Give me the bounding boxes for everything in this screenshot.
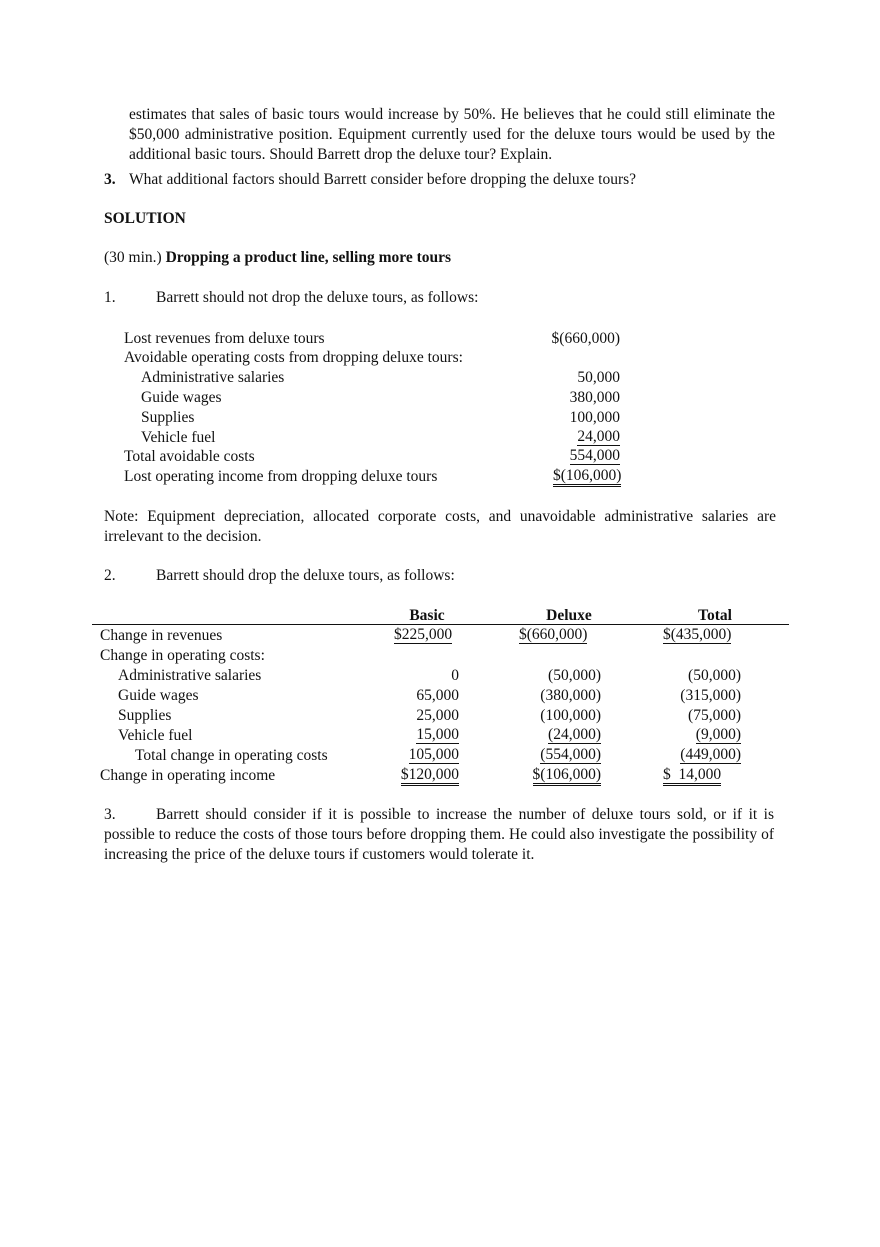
part3-paragraph bbox=[104, 805, 774, 865]
p2-deluxe: (50,000) bbox=[548, 667, 601, 684]
p2-row-label: Change in operating income bbox=[100, 767, 276, 784]
p1-row-value: $(660,000) bbox=[551, 330, 620, 347]
p2-deluxe: (100,000) bbox=[540, 707, 601, 724]
p1-row-value: $(106,000) bbox=[553, 467, 621, 485]
p2-basic: $225,000 bbox=[394, 626, 453, 643]
p2-row-label: Administrative salaries bbox=[118, 667, 262, 684]
table-rule bbox=[92, 624, 789, 625]
p2-row-label: Change in operating costs: bbox=[100, 647, 265, 664]
p1-row-value: 100,000 bbox=[569, 409, 620, 426]
topic-title: Dropping a product line, selling more tours bbox=[165, 249, 452, 266]
p1-row-label: Administrative salaries bbox=[141, 369, 285, 386]
p2-basic: 105,000 bbox=[408, 746, 459, 763]
p2-basic: 0 bbox=[451, 667, 459, 684]
p1-row-value: 380,000 bbox=[569, 389, 620, 406]
p2-basic: 65,000 bbox=[416, 687, 459, 704]
p2-deluxe: $(106,000) bbox=[500, 766, 601, 784]
p2-row-label: Change in revenues bbox=[100, 627, 223, 644]
p1-row-label: Supplies bbox=[141, 409, 195, 426]
part2-intro: Barrett should drop the deluxe tours, as follows: bbox=[156, 567, 455, 584]
p1-row-label: Total avoidable costs bbox=[124, 448, 255, 465]
part3-text: Barrett should consider if it is possible to increase the number of deluxe tours sold, or if it is possible to reduce the costs of those tours before dropping them. He could also investigate the possibility of increasing the price of the deluxe tours if customers would tolerate it. bbox=[104, 806, 774, 863]
p1-row-label: Guide wages bbox=[141, 389, 222, 406]
part3-number: 3. bbox=[104, 806, 116, 823]
p2-total: (449,000) bbox=[680, 746, 741, 763]
question-3-number: 3. bbox=[104, 171, 116, 188]
question-continuation: estimates that sales of basic tours would increase by 50%. He believes that he could still eliminate the $50,000 administrative position. Equipment currently used for the deluxe tours would be used by the additional basic tours. Should Barrett drop the deluxe tour? Explain. bbox=[129, 106, 775, 163]
topic-line bbox=[104, 248, 451, 267]
p1-row-label: Lost revenues from deluxe tours bbox=[124, 330, 325, 347]
p2-total: (315,000) bbox=[680, 687, 741, 704]
p2-row-label: Guide wages bbox=[118, 687, 199, 704]
p2-basic: $120,000 bbox=[380, 766, 459, 784]
solution-heading: SOLUTION bbox=[104, 210, 186, 227]
p2-row-label: Supplies bbox=[118, 707, 172, 724]
col-header-basic: Basic bbox=[409, 607, 445, 624]
part1-number: 1. bbox=[104, 289, 116, 306]
p2-deluxe: (554,000) bbox=[540, 746, 601, 763]
col-header-total: Total bbox=[698, 607, 732, 624]
p1-row-label: Lost operating income from dropping deluxe tours bbox=[124, 468, 438, 485]
note-paragraph: Note: Equipment depreciation, allocated corporate costs, and unavoidable administrative salaries are irrelevant to the decision. bbox=[104, 508, 776, 545]
p2-total: $ 14,000 bbox=[663, 766, 721, 784]
p2-deluxe: (380,000) bbox=[540, 687, 601, 704]
p2-row-label: Total change in operating costs bbox=[135, 747, 328, 764]
p2-deluxe: (24,000) bbox=[548, 726, 601, 743]
p1-row-value: 50,000 bbox=[577, 369, 620, 386]
p2-total: (50,000) bbox=[688, 667, 741, 684]
p2-total: $(435,000) bbox=[663, 626, 732, 643]
p2-basic: 25,000 bbox=[416, 707, 459, 724]
question-3-text: What additional factors should Barrett consider before dropping the deluxe tours? bbox=[129, 171, 637, 188]
part1-intro: Barrett should not drop the deluxe tours, as follows: bbox=[156, 289, 479, 306]
p2-deluxe: $(660,000) bbox=[519, 626, 588, 643]
topic-time: (30 min.) bbox=[104, 249, 162, 266]
p2-basic: 15,000 bbox=[416, 726, 459, 743]
p1-row-label: Avoidable operating costs from dropping deluxe tours: bbox=[124, 349, 463, 366]
p1-row-value: 24,000 bbox=[577, 428, 620, 445]
p1-row-value: 554,000 bbox=[569, 447, 620, 464]
p2-row-label: Vehicle fuel bbox=[118, 727, 193, 744]
p1-row-label: Vehicle fuel bbox=[141, 429, 216, 446]
p2-total: (75,000) bbox=[688, 707, 741, 724]
p2-total: (9,000) bbox=[695, 726, 741, 743]
part2-number: 2. bbox=[104, 567, 116, 584]
col-header-deluxe: Deluxe bbox=[546, 607, 592, 624]
